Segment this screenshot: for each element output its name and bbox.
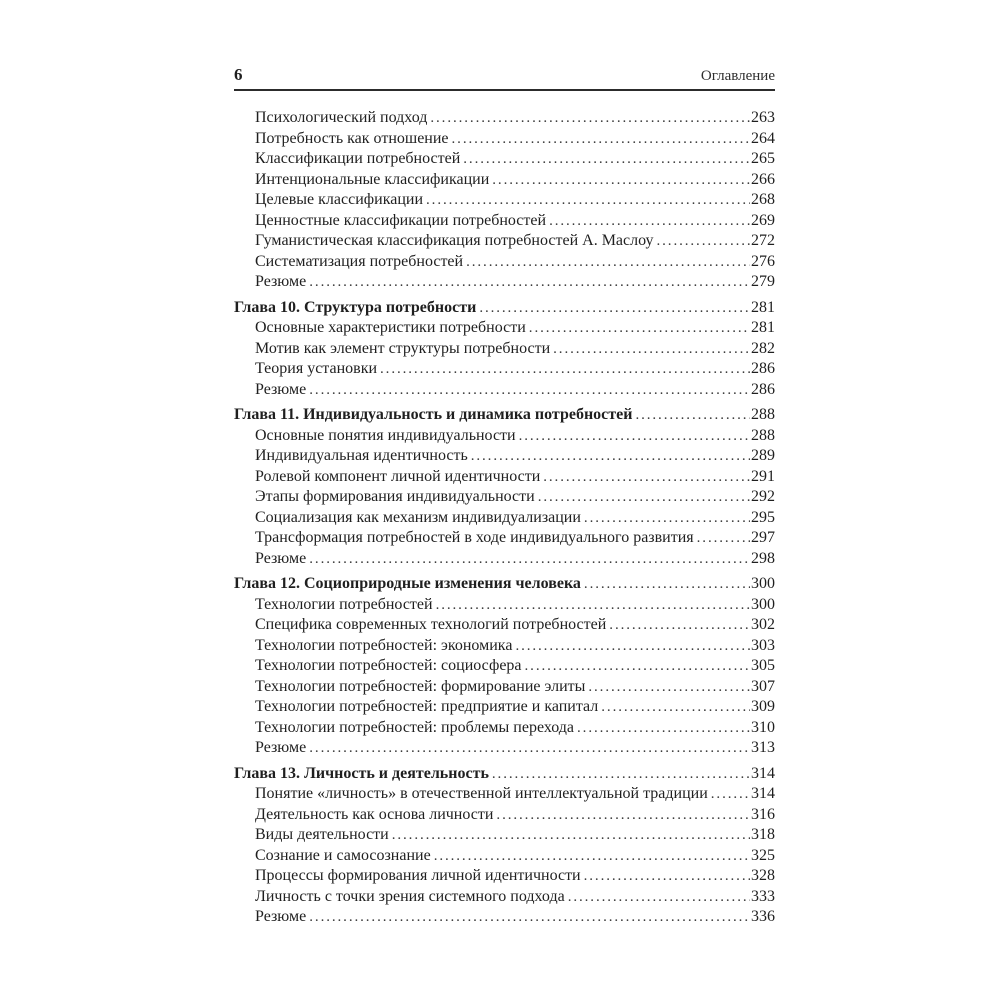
- toc-entry-page: 328: [751, 867, 775, 884]
- toc-entry-row: [234, 108, 775, 129]
- toc-entry-row: [234, 508, 775, 529]
- toc-entry-row: [234, 252, 775, 273]
- toc-entry-row: [234, 738, 775, 759]
- toc-entry-row: [234, 487, 775, 508]
- toc-section: [234, 405, 775, 569]
- toc-entry-row: [234, 825, 775, 846]
- toc-chapter-row: [234, 405, 775, 426]
- toc-entry-row: [234, 595, 775, 616]
- toc-entry-label: Специфика современных технологий потребностей: [255, 616, 607, 633]
- toc-entry-page: 288: [751, 426, 775, 444]
- toc-entry-label: Индивидуальная идентичность: [255, 447, 468, 464]
- toc-entry-label: Ролевой компонент личной идентичности: [255, 467, 541, 485]
- toc-dot-leader: [529, 318, 750, 339]
- toc-dot-leader: [657, 231, 751, 252]
- toc-dot-leader: [309, 272, 750, 293]
- toc-entry-page: 333: [751, 887, 775, 905]
- toc-dot-leader: [553, 339, 750, 360]
- toc-entry-row: [234, 272, 775, 293]
- toc-dot-leader: [496, 805, 750, 826]
- toc-entry-page: 302: [751, 616, 775, 633]
- toc-entry-page: 300: [751, 595, 775, 613]
- toc-entry-label: Виды деятельности: [255, 826, 389, 843]
- toc-entry-label: Технологии потребностей: проблемы перехода: [255, 718, 575, 736]
- toc-dot-leader: [479, 298, 750, 319]
- toc-dot-leader: [519, 426, 750, 447]
- toc-entry-label: Этапы формирования индивидуальности: [255, 488, 535, 505]
- toc-section: [234, 298, 775, 401]
- toc-dot-leader: [584, 866, 750, 887]
- toc-entry-label: Основные характеристики потребности: [255, 319, 526, 336]
- toc-entry-page: 325: [751, 846, 775, 864]
- toc-dot-leader: [697, 528, 750, 549]
- toc-entry-label: Ценностные классификации потребностей: [255, 211, 547, 229]
- toc-list: [234, 108, 775, 928]
- toc-entry-page: 281: [751, 298, 775, 316]
- toc-entry-label: Технологии потребностей: экономика: [255, 636, 513, 654]
- toc-dot-leader: [609, 615, 750, 636]
- toc-section: [234, 764, 775, 928]
- toc-dot-leader: [577, 718, 750, 739]
- toc-entry-page: 295: [751, 508, 775, 526]
- toc-entry-label: Глава 10. Структура потребности: [234, 298, 477, 316]
- toc-entry-row: [234, 718, 775, 739]
- toc-dot-leader: [538, 487, 750, 508]
- toc-entry-row: [234, 426, 775, 447]
- toc-entry-page: 289: [751, 447, 775, 464]
- toc-entry-page: 291: [751, 467, 775, 485]
- toc-entry-label: Технологии потребностей: предприятие и капитал: [255, 698, 599, 715]
- toc-entry-label: Глава 12. Социоприродные изменения человека: [234, 575, 581, 592]
- toc-dot-leader: [543, 467, 750, 488]
- toc-entry-page: 264: [751, 129, 775, 147]
- toc-entry-label: Классификации потребностей: [255, 150, 461, 167]
- toc-entry-page: 263: [751, 109, 775, 126]
- toc-entry-label: Резюме: [255, 908, 307, 925]
- toc-entry-label: Технологии потребностей: социосфера: [255, 657, 522, 674]
- toc-entry-label: Процессы формирования личной идентичности: [255, 867, 581, 884]
- toc-entry-row: [234, 615, 775, 636]
- toc-entry-page: 314: [751, 764, 775, 782]
- toc-dot-leader: [515, 636, 750, 657]
- running-head: [234, 66, 775, 91]
- toc-entry-row: [234, 170, 775, 191]
- toc-entry-page: 309: [751, 698, 775, 715]
- toc-dot-leader: [525, 656, 750, 677]
- toc-entry-row: [234, 231, 775, 252]
- toc-entry-page: 266: [751, 170, 775, 188]
- toc-entry-page: 298: [751, 549, 775, 567]
- toc-entry-page: 300: [751, 575, 775, 592]
- toc-entry-row: [234, 380, 775, 401]
- toc-entry-label: Личность с точки зрения системного подхода: [255, 887, 565, 905]
- toc-chapter-row: [234, 298, 775, 319]
- toc-dot-leader: [430, 108, 750, 129]
- toc-entry-page: 336: [751, 908, 775, 925]
- toc-section: [234, 108, 775, 293]
- toc-entry-page: 297: [751, 529, 775, 546]
- toc-dot-leader: [309, 907, 750, 928]
- toc-entry-row: [234, 446, 775, 467]
- toc-entry-page: 282: [751, 339, 775, 357]
- header-title: Оглавление: [700, 68, 775, 84]
- toc-entry-row: [234, 636, 775, 657]
- toc-dot-leader: [436, 595, 750, 616]
- toc-entry-label: Глава 13. Личность и деятельность: [234, 764, 489, 782]
- toc-entry-row: [234, 129, 775, 150]
- toc-dot-leader: [492, 764, 750, 785]
- toc-entry-label: Интенциональные классификации: [255, 170, 490, 188]
- toc-entry-label: Деятельность как основа личности: [255, 805, 494, 823]
- toc-entry-label: Гуманистическая классификация потребностей А. Маслоу: [255, 232, 654, 249]
- toc-chapter-row: [234, 764, 775, 785]
- toc-entry-label: Глава 11. Индивидуальность и динамика потребностей: [234, 406, 633, 423]
- toc-entry-row: [234, 211, 775, 232]
- page-number: 6: [234, 65, 243, 84]
- toc-entry-label: Понятие «личность» в отечественной интеллектуальной традиции: [255, 785, 708, 802]
- toc-entry-page: 307: [751, 677, 775, 695]
- toc-entry-row: [234, 190, 775, 211]
- toc-entry-label: Основные понятия индивидуальности: [255, 426, 516, 444]
- book-page: [234, 66, 775, 928]
- toc-entry-row: [234, 866, 775, 887]
- toc-section: [234, 574, 775, 759]
- toc-entry-row: [234, 784, 775, 805]
- toc-entry-label: Технологии потребностей: [255, 595, 433, 613]
- toc-dot-leader: [380, 359, 750, 380]
- toc-dot-leader: [492, 170, 750, 191]
- toc-dot-leader: [392, 825, 750, 846]
- toc-dot-leader: [711, 784, 750, 805]
- toc-entry-row: [234, 697, 775, 718]
- toc-dot-leader: [584, 574, 750, 595]
- toc-entry-label: Психологический подход: [255, 109, 428, 126]
- toc-dot-leader: [549, 211, 750, 232]
- toc-entry-page: 318: [751, 826, 775, 843]
- toc-entry-label: Целевые классификации: [255, 191, 424, 208]
- toc-chapter-row: [234, 574, 775, 595]
- toc-dot-leader: [309, 380, 750, 401]
- toc-dot-leader: [452, 129, 750, 150]
- toc-entry-row: [234, 339, 775, 360]
- toc-entry-label: Социализация как механизм индивидуализации: [255, 508, 581, 526]
- toc-entry-row: [234, 359, 775, 380]
- toc-entry-label: Систематизация потребностей: [255, 252, 464, 270]
- toc-entry-row: [234, 887, 775, 908]
- toc-entry-label: Мотив как элемент структуры потребности: [255, 339, 551, 357]
- toc-entry-page: 303: [751, 636, 775, 654]
- toc-entry-label: Технологии потребностей: формирование элиты: [255, 677, 586, 695]
- toc-entry-label: Трансформация потребностей в ходе индивидуального развития: [255, 529, 694, 546]
- toc-entry-label: Теория установки: [255, 360, 378, 377]
- toc-entry-label: Потребность как отношение: [255, 129, 449, 147]
- toc-entry-page: 281: [751, 319, 775, 336]
- toc-entry-page: 286: [751, 380, 775, 398]
- toc-entry-label: Резюме: [255, 380, 307, 398]
- toc-entry-row: [234, 677, 775, 698]
- toc-entry-label: Резюме: [255, 739, 307, 756]
- toc-entry-page: 268: [751, 191, 775, 208]
- toc-entry-label: Сознание и самосознание: [255, 846, 431, 864]
- toc-entry-page: 316: [751, 805, 775, 823]
- toc-entry-page: 292: [751, 488, 775, 505]
- toc-entry-row: [234, 318, 775, 339]
- toc-dot-leader: [568, 887, 750, 908]
- toc-entry-page: 272: [751, 232, 775, 249]
- toc-dot-leader: [434, 846, 750, 867]
- toc-dot-leader: [466, 252, 750, 273]
- toc-entry-page: 269: [751, 211, 775, 229]
- toc-dot-leader: [584, 508, 750, 529]
- toc-dot-leader: [309, 549, 750, 570]
- toc-dot-leader: [471, 446, 750, 467]
- toc-dot-leader: [588, 677, 750, 698]
- toc-entry-page: 313: [751, 739, 775, 756]
- toc-dot-leader: [309, 738, 750, 759]
- toc-dot-leader: [601, 697, 750, 718]
- toc-entry-row: [234, 149, 775, 170]
- toc-entry-row: [234, 656, 775, 677]
- toc-entry-row: [234, 846, 775, 867]
- toc-entry-label: Резюме: [255, 273, 307, 290]
- toc-entry-row: [234, 549, 775, 570]
- toc-entry-row: [234, 467, 775, 488]
- toc-entry-page: 276: [751, 252, 775, 270]
- toc-entry-row: [234, 528, 775, 549]
- toc-entry-page: 286: [751, 360, 775, 377]
- toc-dot-leader: [635, 405, 750, 426]
- toc-dot-leader: [426, 190, 750, 211]
- toc-entry-row: [234, 907, 775, 928]
- toc-entry-page: 314: [751, 785, 775, 802]
- toc-entry-page: 305: [751, 657, 775, 674]
- toc-entry-page: 310: [751, 718, 775, 736]
- toc-entry-page: 265: [751, 150, 775, 167]
- toc-entry-page: 288: [751, 406, 775, 423]
- toc-entry-page: 279: [751, 273, 775, 290]
- toc-entry-label: Резюме: [255, 549, 307, 567]
- toc-dot-leader: [463, 149, 750, 170]
- toc-entry-row: [234, 805, 775, 826]
